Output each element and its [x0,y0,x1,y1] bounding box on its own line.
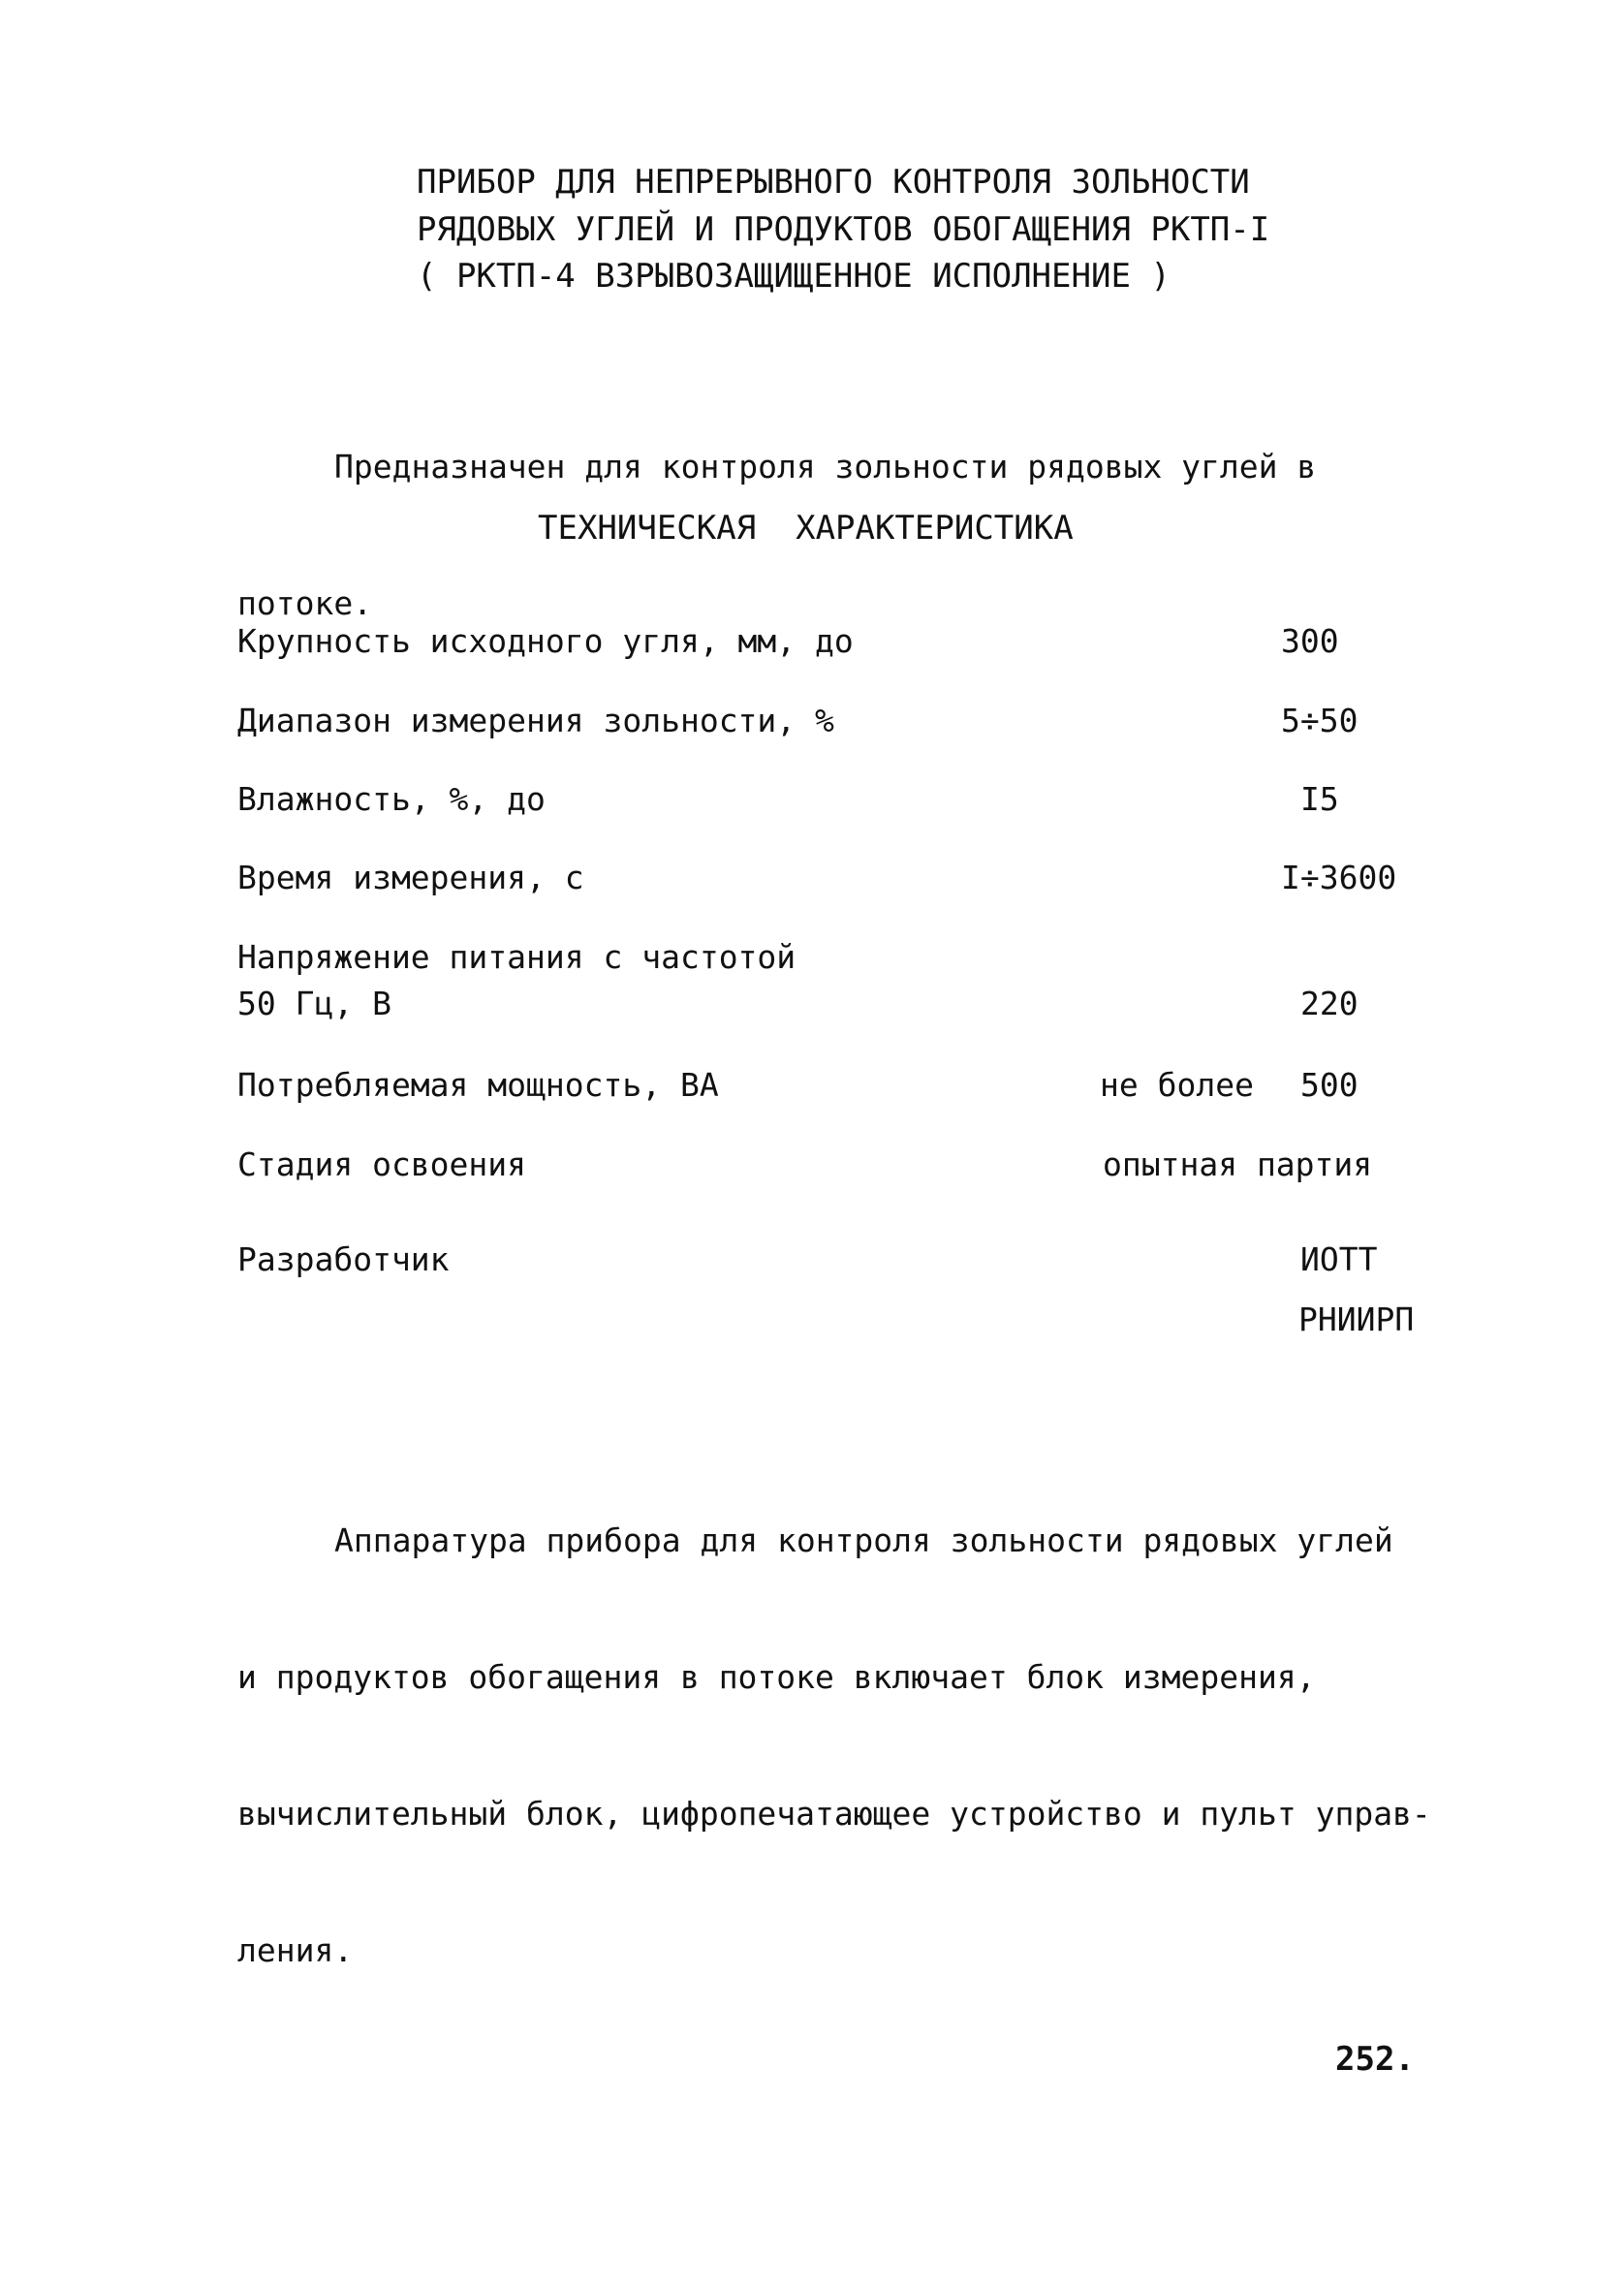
spec-developer-label: Разработчик [237,1240,450,1278]
spec-stage-label: Стадия освоения [237,1145,527,1183]
intro-line-2: потоке. [237,584,373,622]
spec-moisture-value: I5 [1300,780,1339,818]
spec-power-label: Потребляемая мощность, ВА [237,1066,719,1104]
spec-voltage-label-2: 50 Гц, В [237,985,391,1022]
page-number: 252. [1335,2040,1415,2079]
description-line-2: и продуктов обогащения в потоке включает блок измерения, [237,1658,1316,1696]
spec-developer-value-1: ИОТТ [1300,1240,1378,1278]
title-line-3: ( РКТП-4 ВЗРЫВОЗАЩИЩЕННОЕ ИСПОЛНЕНИЕ ) [417,257,1171,296]
spec-ash-range-label: Диапазон измерения зольности, % [237,702,834,739]
description-line-3: вычислительный блок, цифропечатающее устройство и пульт управ- [237,1795,1431,1833]
title-line-2: РЯДОВЫХ УГЛЕЙ И ПРОДУКТОВ ОБОГАЩЕНИЯ РКТП-I [417,210,1270,249]
spec-time-value: I÷3600 [1281,859,1397,896]
title-line-1: ПРИБОР ДЛЯ НЕПРЕРЫВНОГО КОНТРОЛЯ ЗОЛЬНОСТИ [417,163,1250,202]
spec-voltage-value: 220 [1300,985,1359,1022]
description-line-1: Аппаратура прибора для контроля зольности рядовых углей [334,1521,1393,1559]
spec-voltage-label-1: Напряжение питания с частотой [237,938,796,976]
spec-ash-range-value: 5÷50 [1281,702,1359,739]
section-title: ТЕХНИЧЕСКАЯ ХАРАКТЕРИСТИКА [538,509,1074,548]
description-line-4: ления. [237,1931,354,1969]
spec-size-value: 300 [1281,622,1339,660]
spec-size-label: Крупность исходного угля, мм, до [237,622,854,660]
spec-moisture-label: Влажность, %, до [237,780,546,818]
spec-power-value: 500 [1300,1066,1359,1104]
spec-power-qualifier: не более [1100,1066,1254,1104]
description-paragraph [237,1427,1439,2064]
spec-developer-value-2: РНИИРП [1298,1301,1415,1338]
spec-time-label: Время измерения, с [237,859,584,896]
intro-line-1: Предназначен для контроля зольности рядовых углей в [334,448,1317,486]
spec-stage-value: опытная партия [1103,1145,1373,1183]
